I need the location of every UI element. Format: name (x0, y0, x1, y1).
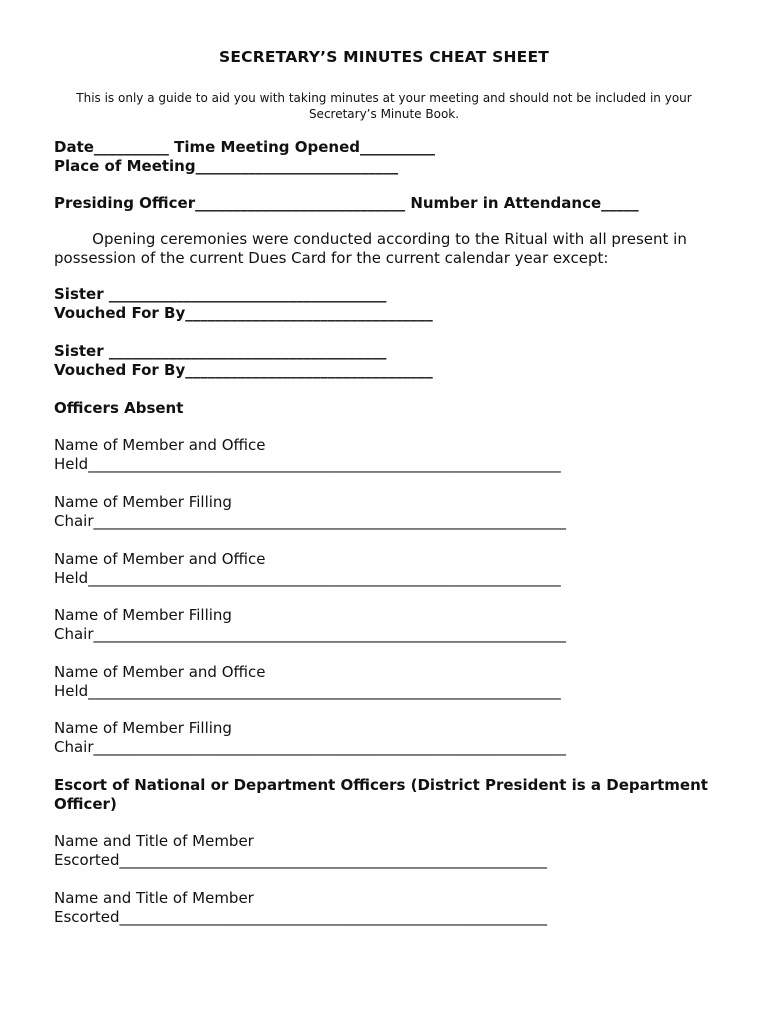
vouched-for-field-1: Vouched For By_________________________________ (54, 304, 433, 322)
absent-entry-field: Chair_______________________________________________________________ (54, 512, 567, 530)
guide-note: This is only a guide to aid you with taking minutes at your meeting and should not be included in your Secretary’s Minute Book. (76, 91, 692, 121)
absent-entry-label: Name of Member Filling (54, 493, 232, 511)
presiding-officer-field: Presiding Officer____________________________ Number in Attendance_____ (54, 194, 639, 212)
opening-paragraph-line-1: Opening ceremonies were conducted according to the Ritual with all present in (54, 230, 687, 248)
escorted-entry-label: Name and Title of Member (54, 889, 254, 907)
page-title: SECRETARY’S MINUTES CHEAT SHEET (218, 48, 550, 66)
escorted-entry-label: Name and Title of Member (54, 832, 254, 850)
sister-field-1: Sister _____________________________________ (54, 285, 387, 303)
absent-entry-field: Held_______________________________________________________________ (54, 569, 561, 587)
escort-heading-line-2: Officer) (54, 795, 117, 813)
date-time-field: Date__________ Time Meeting Opened__________ (54, 138, 436, 156)
absent-entry-label: Name of Member and Office (54, 436, 266, 454)
absent-entry-field: Chair_______________________________________________________________ (54, 625, 567, 643)
absent-entry-label: Name of Member and Office (54, 663, 266, 681)
escorted-entry-field: Escorted_________________________________________________________ (54, 851, 548, 869)
vouched-for-field-2: Vouched For By_________________________________ (54, 361, 433, 379)
absent-entry-label: Name of Member and Office (54, 550, 266, 568)
absent-entry-label: Name of Member Filling (54, 719, 232, 737)
escort-heading-line-1: Escort of National or Department Officers (District President is a Department (54, 776, 708, 794)
absent-entry-field: Chair_______________________________________________________________ (54, 738, 567, 756)
absent-entry-label: Name of Member Filling (54, 606, 232, 624)
opening-paragraph-line-2: possession of the current Dues Card for the current calendar year except: (54, 249, 609, 267)
officers-absent-heading: Officers Absent (54, 399, 184, 417)
place-of-meeting-field: Place of Meeting___________________________ (54, 157, 399, 175)
absent-entry-field: Held_______________________________________________________________ (54, 682, 561, 700)
escorted-entry-field: Escorted_________________________________________________________ (54, 908, 548, 926)
absent-entry-field: Held_______________________________________________________________ (54, 455, 561, 473)
sister-field-2: Sister _____________________________________ (54, 342, 387, 360)
